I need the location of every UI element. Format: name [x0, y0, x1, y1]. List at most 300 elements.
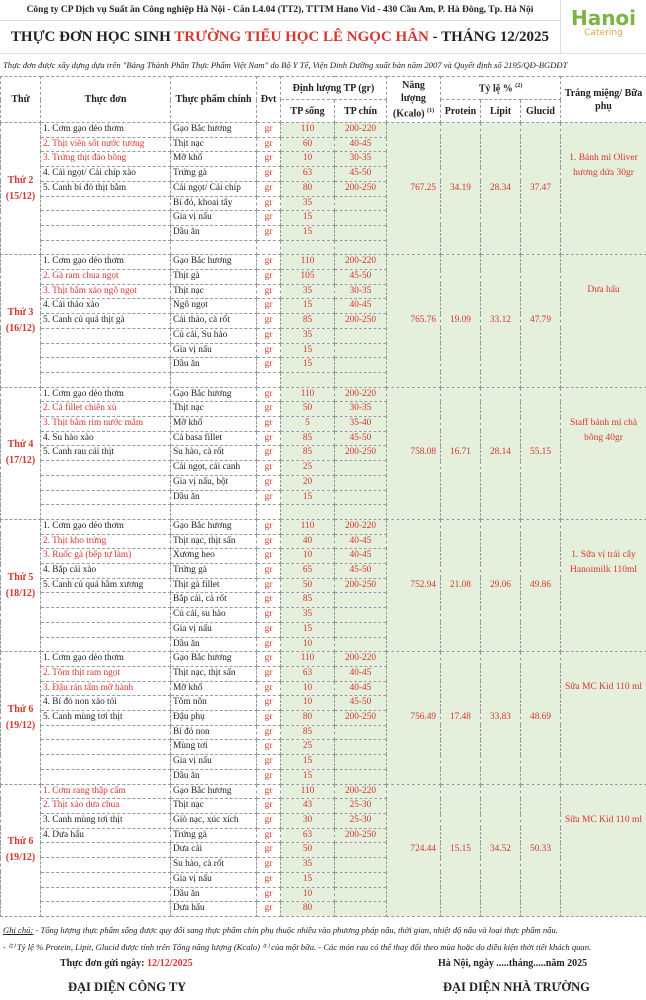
- dessert-value: Dưa hấu: [561, 255, 646, 387]
- dish-item: 5. Canh mùng tơi thịt: [41, 711, 171, 726]
- dish-item: 3. Đậu rán tấm mỡ hành: [41, 681, 171, 696]
- raw-amount: 85: [281, 431, 335, 446]
- table-row: [1, 784, 646, 799]
- ingredient-name: [171, 505, 257, 520]
- cooked-amount: 200-250: [335, 314, 387, 329]
- raw-amount: 60: [281, 137, 335, 152]
- raw-amount: 40: [281, 534, 335, 549]
- ingredient-unit: gr: [257, 769, 281, 784]
- ingredient-name: Mỡ khổ: [171, 417, 257, 432]
- dish-item: [41, 755, 171, 770]
- glucid-value: 49.86: [521, 519, 561, 651]
- cooked-amount: [335, 740, 387, 755]
- glucid-value: 47.79: [521, 255, 561, 387]
- ingredient-unit: gr: [257, 814, 281, 829]
- day-name: Thứ 2: [7, 174, 34, 186]
- dish-item: [41, 225, 171, 240]
- dish-item: [41, 769, 171, 784]
- ingredient-name: Gia vị nấu: [171, 872, 257, 887]
- dish-item: 2. Thịt xào dưa chua: [41, 799, 171, 814]
- ingredient-unit: gr: [257, 666, 281, 681]
- ingredient-unit: gr: [257, 255, 281, 270]
- cooked-amount: [335, 343, 387, 358]
- dish-item: 4. Cải ngọt/ Cải chíp xào: [41, 167, 171, 182]
- ingredient-name: Gạo Bắc hương: [171, 255, 257, 270]
- dish-item: 5. Canh rau cải thịt: [41, 446, 171, 461]
- cooked-amount: [335, 593, 387, 608]
- lipit-value: 28.34: [481, 123, 521, 255]
- ingredient-name: Dầu ăn: [171, 637, 257, 652]
- dish-item: [41, 211, 171, 226]
- cooked-amount: [335, 769, 387, 784]
- raw-amount: 15: [281, 769, 335, 784]
- ingredient-unit: gr: [257, 608, 281, 623]
- dish-item: [41, 740, 171, 755]
- dish-item: [41, 475, 171, 490]
- cooked-amount: [335, 505, 387, 520]
- ingredient-name: Thịt nạc, thịt sấn: [171, 534, 257, 549]
- cooked-amount: [335, 637, 387, 652]
- col-nang-luong: [387, 77, 441, 123]
- ingredient-unit: gr: [257, 711, 281, 726]
- cooked-amount: 200-220: [335, 387, 387, 402]
- raw-amount: 50: [281, 578, 335, 593]
- raw-amount: 110: [281, 123, 335, 138]
- glucid-value: 50.33: [521, 784, 561, 916]
- dish-item: [41, 461, 171, 476]
- dish-item: [41, 725, 171, 740]
- footnote-mark: (1): [427, 107, 435, 114]
- title-prefix: THỰC ĐƠN HỌC SINH: [10, 29, 175, 45]
- raw-amount: 15: [281, 755, 335, 770]
- hanoi-catering-logo: [560, 0, 646, 53]
- ingredient-unit: gr: [257, 328, 281, 343]
- lipit-value: 33.12: [481, 255, 521, 387]
- ingredient-name: Dầu ăn: [171, 358, 257, 373]
- ingredient-name: Dầu ăn: [171, 490, 257, 505]
- day-name: Thứ 5: [7, 571, 34, 583]
- ingredient-unit: gr: [257, 299, 281, 314]
- ingredient-unit: gr: [257, 137, 281, 152]
- dish-item: 3. Canh mùng tơi thịt: [41, 814, 171, 829]
- day-label: [1, 784, 41, 916]
- cooked-amount: 200-250: [335, 711, 387, 726]
- ingredient-unit: gr: [257, 902, 281, 917]
- day-date: (18/12): [5, 587, 36, 599]
- ingredient-name: Bí đỏ non: [171, 725, 257, 740]
- logo-subtext: Catering: [584, 28, 623, 38]
- raw-amount: 50: [281, 402, 335, 417]
- ingredient-name: Gia vị nấu, bột: [171, 475, 257, 490]
- day-label: [1, 255, 41, 387]
- dish-item: [41, 372, 171, 387]
- cooked-amount: [335, 211, 387, 226]
- raw-amount: 80: [281, 711, 335, 726]
- dish-item: 2. Thịt viên sốt nước tương: [41, 137, 171, 152]
- ingredient-name: Gia vị nấu: [171, 211, 257, 226]
- raw-amount: 85: [281, 314, 335, 329]
- protein-value: 19.09: [441, 255, 481, 387]
- cooked-amount: [335, 475, 387, 490]
- ingredient-unit: gr: [257, 270, 281, 285]
- cooked-amount: [335, 225, 387, 240]
- cooked-amount: 35-40: [335, 417, 387, 432]
- cooked-amount: [335, 490, 387, 505]
- lipit-value: 34.52: [481, 784, 521, 916]
- cooked-amount: 30-35: [335, 152, 387, 167]
- cooked-amount: 25-30: [335, 799, 387, 814]
- col-dinh-luong: Định lượng TP (gr): [281, 77, 387, 100]
- ingredient-unit: gr: [257, 799, 281, 814]
- ingredient-name: Xương heo: [171, 549, 257, 564]
- raw-amount: 15: [281, 358, 335, 373]
- protein-value: 16.71: [441, 387, 481, 519]
- raw-amount: 15: [281, 225, 335, 240]
- ingredient-unit: gr: [257, 564, 281, 579]
- place-date: Hà Nội, ngày .....tháng.....năm 2025: [438, 958, 588, 969]
- ingredient-unit: [257, 240, 281, 255]
- raw-amount: 10: [281, 549, 335, 564]
- cooked-amount: 200-220: [335, 255, 387, 270]
- cooked-amount: 40-45: [335, 666, 387, 681]
- ingredient-name: Giò nạc, xúc xích: [171, 814, 257, 829]
- dish-item: 4. Bắp cải xào: [41, 564, 171, 579]
- cooked-amount: [335, 196, 387, 211]
- day-name: Thứ 4: [7, 439, 34, 451]
- note-text: - Tổng lượng thực phẩm sống được quy đổi sang thực phẩm chín phụ thuộc nhiều vào phương pháp nấu, thời gian, nhiệt độ nấu và loại thực phẩm nấu.: [33, 925, 558, 935]
- cooked-amount: 40-45: [335, 681, 387, 696]
- cooked-amount: [335, 902, 387, 917]
- ingredient-name: Dầu ăn: [171, 887, 257, 902]
- col-tp-chin: TP chín: [335, 100, 387, 123]
- ingredient-name: Mỡ khổ: [171, 152, 257, 167]
- source-note: Thực đơn được xây dựng dựa trên "Bảng Thành Phần Thực Phẩm Việt Nam" do Bộ Y Tế, Viện Dinh Dưỡng xuất bản năm 2007 và Quyết định số 2195/QĐ-BGDĐT: [0, 53, 646, 76]
- glucid-value: 37.47: [521, 123, 561, 255]
- cooked-amount: 200-220: [335, 519, 387, 534]
- dish-item: 5. Canh củ quả thịt gà: [41, 314, 171, 329]
- day-name: Thứ 6: [7, 836, 34, 848]
- ingredient-name: Thịt gà: [171, 270, 257, 285]
- raw-amount: 80: [281, 181, 335, 196]
- raw-amount: 110: [281, 255, 335, 270]
- ingredient-unit: gr: [257, 225, 281, 240]
- ingredient-unit: gr: [257, 387, 281, 402]
- menu-body: [1, 123, 646, 917]
- ingredient-unit: gr: [257, 549, 281, 564]
- cooked-amount: 200-220: [335, 652, 387, 667]
- table-row: [1, 255, 646, 270]
- cooked-amount: 200-250: [335, 578, 387, 593]
- dish-item: 4. Cải thảo xào: [41, 299, 171, 314]
- cooked-amount: [335, 372, 387, 387]
- footnote-mark: (2): [515, 83, 523, 90]
- cooked-amount: 200-250: [335, 181, 387, 196]
- raw-amount: 85: [281, 593, 335, 608]
- day-date: (19/12): [5, 719, 36, 731]
- cooked-amount: 30-35: [335, 284, 387, 299]
- table-row: [1, 387, 646, 402]
- ingredient-name: Trứng gà: [171, 167, 257, 182]
- raw-amount: [281, 372, 335, 387]
- cooked-amount: 45-50: [335, 431, 387, 446]
- col-lipit: Lipit: [481, 100, 521, 123]
- cooked-amount: [335, 328, 387, 343]
- dessert-value: Sữa MC Kid 110 ml: [561, 652, 646, 784]
- raw-amount: 85: [281, 446, 335, 461]
- dish-item: [41, 328, 171, 343]
- raw-amount: 110: [281, 387, 335, 402]
- col-trang-mieng: Tráng miệng/ Bữa phụ: [561, 77, 646, 123]
- dish-item: [41, 637, 171, 652]
- raw-amount: 15: [281, 872, 335, 887]
- ingredient-unit: gr: [257, 681, 281, 696]
- dish-item: [41, 490, 171, 505]
- ingredient-name: Thịt nạc: [171, 402, 257, 417]
- ingredient-name: Cải ngọt/ Cải chíp: [171, 181, 257, 196]
- ingredient-unit: gr: [257, 872, 281, 887]
- ingredient-unit: gr: [257, 358, 281, 373]
- raw-amount: 63: [281, 666, 335, 681]
- ingredient-name: Gia vị nấu: [171, 343, 257, 358]
- cooked-amount: 200-220: [335, 123, 387, 138]
- ingredient-name: Gạo Bắc hương: [171, 784, 257, 799]
- ingredient-unit: gr: [257, 461, 281, 476]
- dish-item: 3. Trứng thịt đảo bông: [41, 152, 171, 167]
- cooked-amount: 200-220: [335, 784, 387, 799]
- raw-amount: 10: [281, 887, 335, 902]
- raw-amount: 10: [281, 152, 335, 167]
- energy-value: 756.49: [387, 652, 441, 784]
- ingredient-unit: gr: [257, 417, 281, 432]
- day-label: [1, 519, 41, 651]
- dish-item: 3. Ruốc gà (bếp tự làm): [41, 549, 171, 564]
- ingredient-name: Mùng tơi: [171, 740, 257, 755]
- ingredient-unit: gr: [257, 475, 281, 490]
- ingredient-name: Dầu ăn: [171, 225, 257, 240]
- energy-value: 752.94: [387, 519, 441, 651]
- glucid-value: 48.69: [521, 652, 561, 784]
- protein-value: 15.15: [441, 784, 481, 916]
- dish-item: 1. Cơm gạo dẻo thơm: [41, 123, 171, 138]
- raw-amount: 25: [281, 461, 335, 476]
- dish-item: 2. Thịt kho trứng: [41, 534, 171, 549]
- cooked-amount: 45-50: [335, 564, 387, 579]
- raw-amount: 15: [281, 299, 335, 314]
- ingredient-name: Thịt nạc: [171, 284, 257, 299]
- ingredient-name: Cải thảo, cà rốt: [171, 314, 257, 329]
- raw-amount: 15: [281, 211, 335, 226]
- logo-text: Hanoi: [570, 6, 637, 30]
- ingredient-unit: gr: [257, 696, 281, 711]
- raw-amount: 35: [281, 284, 335, 299]
- ingredient-name: Tôm nõn: [171, 696, 257, 711]
- col-protein: Protein: [441, 100, 481, 123]
- dish-item: 2. Cá fillet chiên xù: [41, 402, 171, 417]
- col-thu: Thứ: [1, 77, 41, 123]
- ingredient-name: Củ cải, su hào: [171, 608, 257, 623]
- ingredient-unit: gr: [257, 314, 281, 329]
- lipit-value: 28.14: [481, 387, 521, 519]
- footnote-2: - ⁽²⁾ Tỷ lệ % Protein, Lipit, Glucid được tính trên Tổng năng lượng (Kcalo) ⁽¹⁾ của một bữa. - Các món rau có thể thay đổi theo mùa hoặc do điều kiện thời tiết khách quan.: [3, 942, 592, 952]
- dish-item: 1. Cơm rang thập cẩm: [41, 784, 171, 799]
- energy-value: 765.76: [387, 255, 441, 387]
- raw-amount: 20: [281, 475, 335, 490]
- cooked-amount: [335, 858, 387, 873]
- glucid-value: 55.15: [521, 387, 561, 519]
- raw-amount: 43: [281, 799, 335, 814]
- ingredient-name: Đậu phụ: [171, 711, 257, 726]
- cooked-amount: [335, 755, 387, 770]
- col-dvt: Đvt: [257, 77, 281, 123]
- ingredient-name: Gia vị nấu: [171, 622, 257, 637]
- raw-amount: 110: [281, 784, 335, 799]
- ingredient-name: Thịt nạc, thịt sấn: [171, 666, 257, 681]
- title-suffix: - THÁNG 12/2025: [428, 29, 550, 45]
- ingredient-name: Gia vị nấu: [171, 755, 257, 770]
- ingredient-name: Gạo Bắc hương: [171, 652, 257, 667]
- ingredient-name: Bí đỏ, khoai tây: [171, 196, 257, 211]
- school-representative: ĐẠI DIỆN NHÀ TRƯỜNG: [443, 980, 590, 994]
- dish-item: [41, 887, 171, 902]
- ingredient-unit: gr: [257, 167, 281, 182]
- ingredient-name: Cá basa fillet: [171, 431, 257, 446]
- col-glucid: Glucid: [521, 100, 561, 123]
- ingredient-name: Mỡ khổ: [171, 681, 257, 696]
- ingredient-name: Dầu ăn: [171, 769, 257, 784]
- day-date: (15/12): [5, 190, 36, 202]
- cooked-amount: 40-45: [335, 137, 387, 152]
- ingredient-unit: gr: [257, 343, 281, 358]
- ingredient-unit: gr: [257, 652, 281, 667]
- raw-amount: 35: [281, 608, 335, 623]
- dish-item: 4. Dưa hấu: [41, 828, 171, 843]
- ingredient-unit: [257, 505, 281, 520]
- dish-item: [41, 240, 171, 255]
- ingredient-name: Su hào, cà rốt: [171, 858, 257, 873]
- raw-amount: 30: [281, 814, 335, 829]
- ingredient-name: Gạo Bắc hương: [171, 123, 257, 138]
- ingredient-unit: gr: [257, 196, 281, 211]
- ingredient-name: Dưa cải: [171, 843, 257, 858]
- cooked-amount: [335, 872, 387, 887]
- ty-le-label: Tỷ lệ %: [478, 83, 513, 95]
- raw-amount: 35: [281, 328, 335, 343]
- raw-amount: 35: [281, 858, 335, 873]
- dessert-value: 1. Bánh mì Oliver hương dứa 30gr: [561, 123, 646, 255]
- ingredient-unit: gr: [257, 490, 281, 505]
- dish-item: 2. Gà ram chua ngọt: [41, 270, 171, 285]
- cooked-amount: 30-35: [335, 402, 387, 417]
- table-row: [1, 652, 646, 667]
- ingredient-unit: gr: [257, 828, 281, 843]
- raw-amount: 15: [281, 343, 335, 358]
- ingredient-name: Gạo Bắc hương: [171, 519, 257, 534]
- ingredient-name: [171, 240, 257, 255]
- dish-item: 1. Cơm gạo dẻo thơm: [41, 387, 171, 402]
- raw-amount: 110: [281, 652, 335, 667]
- dish-item: 1. Cơm gạo dẻo thơm: [41, 255, 171, 270]
- cooked-amount: [335, 358, 387, 373]
- cooked-amount: [335, 608, 387, 623]
- dish-item: [41, 196, 171, 211]
- ingredient-unit: [257, 372, 281, 387]
- ingredient-unit: gr: [257, 755, 281, 770]
- protein-value: 21.08: [441, 519, 481, 651]
- dish-item: [41, 505, 171, 520]
- col-thuc-pham: Thực phẩm chính: [171, 77, 257, 123]
- day-date: (17/12): [5, 455, 36, 467]
- cooked-amount: [335, 843, 387, 858]
- ingredient-unit: gr: [257, 740, 281, 755]
- cooked-amount: 40-45: [335, 299, 387, 314]
- table-row: [1, 519, 646, 534]
- day-label: [1, 123, 41, 255]
- dish-item: 5. Canh bí đỏ thịt bằm: [41, 181, 171, 196]
- ingredient-unit: gr: [257, 843, 281, 858]
- ingredient-unit: gr: [257, 152, 281, 167]
- raw-amount: 63: [281, 828, 335, 843]
- dessert-value: Sữa MC Kid 110 ml: [561, 784, 646, 916]
- dish-item: [41, 358, 171, 373]
- cooked-amount: [335, 622, 387, 637]
- ingredient-unit: gr: [257, 284, 281, 299]
- company-representative: ĐẠI DIỆN CÔNG TY: [68, 980, 187, 994]
- dessert-value: 1. Sữa vị trái cây Hanoimilk 110ml: [561, 519, 646, 651]
- ingredient-name: Cải ngọt, cải canh: [171, 461, 257, 476]
- raw-amount: 5: [281, 417, 335, 432]
- sent-date: 12/12/2025: [147, 958, 193, 969]
- raw-amount: 10: [281, 696, 335, 711]
- day-date: (16/12): [5, 322, 36, 334]
- document-header: [0, 0, 646, 76]
- ingredient-name: Củ cải, Su hào: [171, 328, 257, 343]
- raw-amount: 35: [281, 196, 335, 211]
- cooked-amount: 25-30: [335, 814, 387, 829]
- protein-value: 34.19: [441, 123, 481, 255]
- ingredient-name: Thịt gà fillet: [171, 578, 257, 593]
- cooked-amount: 200-250: [335, 446, 387, 461]
- raw-amount: 15: [281, 490, 335, 505]
- protein-value: 17.48: [441, 652, 481, 784]
- ingredient-unit: gr: [257, 446, 281, 461]
- sent-label: Thực đơn gửi ngày:: [60, 958, 148, 969]
- raw-amount: [281, 240, 335, 255]
- dish-item: 1. Cơm gạo dẻo thơm: [41, 519, 171, 534]
- dish-item: [41, 843, 171, 858]
- raw-amount: 10: [281, 637, 335, 652]
- cooked-amount: 40-45: [335, 549, 387, 564]
- dish-item: [41, 872, 171, 887]
- lipit-value: 33.83: [481, 652, 521, 784]
- cooked-amount: 40-45: [335, 534, 387, 549]
- day-label: [1, 652, 41, 784]
- raw-amount: 50: [281, 843, 335, 858]
- page-title: [0, 21, 560, 53]
- ghi-chu-label: Ghi chú:: [3, 925, 34, 935]
- energy-value: 767.25: [387, 123, 441, 255]
- sent-date-line: [60, 958, 193, 969]
- company-info: Công ty CP Dịch vụ Suất ăn Công nghiệp Hà Nội - Căn L4.04 (TT2), TTTM Hano Vid - 430 Cầu Am, P. Hà Đông, Tp. Hà Nội: [0, 0, 560, 21]
- ingredient-name: Thịt nạc: [171, 799, 257, 814]
- day-name: Thứ 6: [7, 703, 34, 715]
- ingredient-unit: gr: [257, 887, 281, 902]
- dish-item: [41, 858, 171, 873]
- ingredient-unit: gr: [257, 622, 281, 637]
- ingredient-name: Dưa hấu: [171, 902, 257, 917]
- ingredient-unit: gr: [257, 637, 281, 652]
- dish-item: [41, 343, 171, 358]
- raw-amount: 65: [281, 564, 335, 579]
